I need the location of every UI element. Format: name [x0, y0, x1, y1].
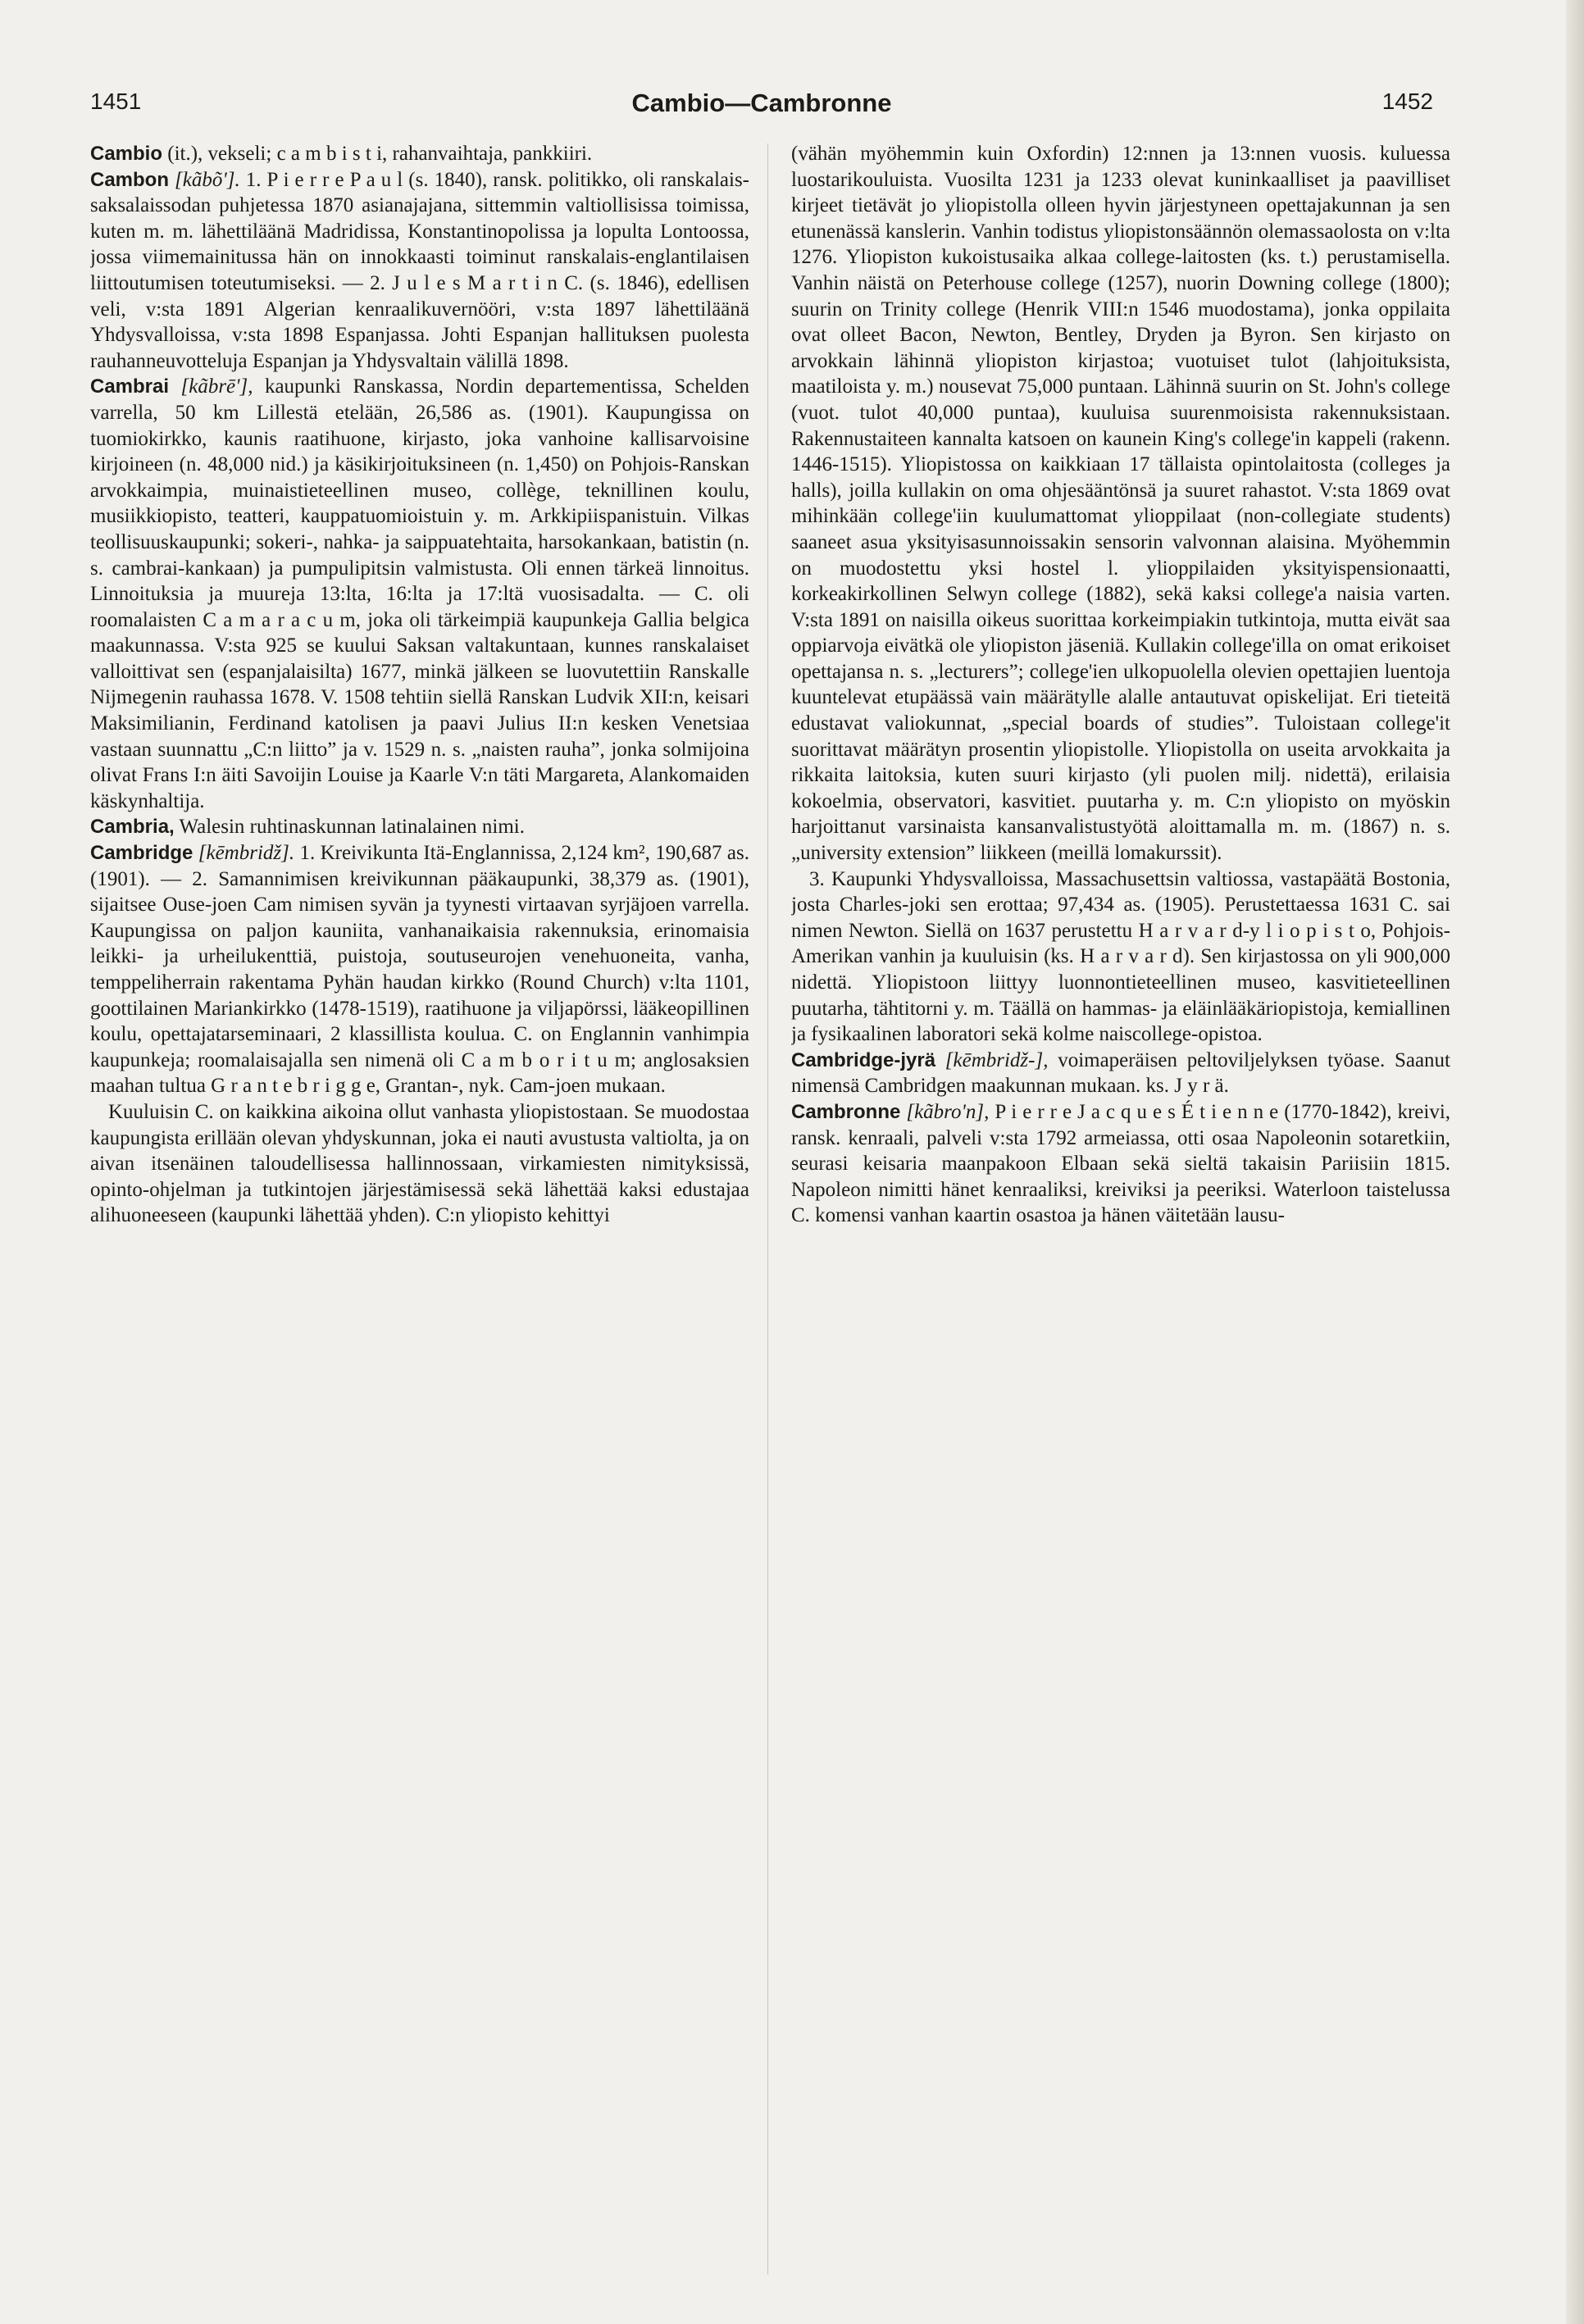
entry-text: 1. Kreivikunta Itä-Englannissa, 2,124 km², 190,687 as. (1901). — 2. Samannimisen kreivikunnan pääkaupunki, 38,379 as. (1901), sijaitsee Ouse-joen Cam nimisen syvän ja tyynesti virtaavan syrjäjoen varrella. Kaupungissa on paljon kauniita, vanhanaikaisia rakennuksia, erinomaisia leikki- ja urheilukenttiä, puistoja, soutuseurojen venehuoneita, vanha, temppeliherrain rakentama Pyhän haudan kirkko (Round Church) v:lta 1101, goottilainen Mariankirkko (1478-1519), raatihuone ja viljapörssi, lääkeopillinen koulu, opettajatarseminaari, 2 klassillista koulua. C. on Englannin vanhimpia kaupunkeja; roomalaisajalla sen nimenä oli C a m b o r i t u m; anglosaksien maahan tultua G r a n t e b r i g g e, Grantan-, nyk. Cam-joen mukaan.	[90, 842, 749, 1098]
entry-text: voimaperäisen peltoviljelyksen työase. Saanut nimensä Cambridgen maakunnan mukaan. ks. J y r ä.	[791, 1048, 1450, 1098]
page-header	[90, 89, 1433, 125]
entry-cambridge-jyra	[791, 1048, 1450, 1099]
entry-cambridge-university: Kuuluisin C. on kaikkina aikoina ollut vanhasta yliopistostaan. Se muodostaa kaupungista erillään olevan yhdyskunnan, joka ei nauti avustusta valtiolta, ja on aivan itsenäinen taloudellisessa hallinnossaan, virkamiesten nimityksissä, opinto-ohjelman ja tutkintojen järjestämisessä sekä lähettää kaksi edustajaa alihuoneeseen (kaupunki lähettää yhden). C:n yliopisto kehittyi	[90, 1100, 749, 1227]
headword: Cambridge	[90, 842, 193, 865]
left-column	[90, 141, 749, 2289]
headword: Cambrai	[90, 375, 170, 398]
running-head: Cambio—Cambronne	[631, 89, 892, 117]
entry-text: P i e r r e J a c q u e s É t i e n n e (1770-1842), kreivi, ransk. kenraali, palveli v:sta 1792 armeiassa, otti osaa Napoleonin sotaretkiin, seurasi keisaria maanpakoon Elbaan sekä sieltä takaisin Pariisiin 1815. Napoleon nimitti hänet kenraaliksi, kreiviksi ja peeriksi. Waterloon taistelussa C. komensi vanhan kaartin osastoa ja hänen väitetään lausu-	[791, 1100, 1450, 1227]
entry-text: 1. P i e r r e P a u l (s. 1840), ransk. politikko, oli ranskalais-saksalaissodan puhjetessa 1870 asianajajana, sittemmin valtiollisissa toimissa, kuten m. m. lähettiläänä Madridissa, Konstantinopolissa ja lopulta Lontoossa, jossa viimemainitussa hän on innokkaasti toiminut ranskalais-englantilaisen liittoutumisen toteutumiseksi. — 2. J u l e s M a r t i n C. (s. 1846), edellisen veli, v:sta 1891 Algerian kenraalikuvernööri, v:sta 1897 lähettiläänä Yhdysvalloissa, v:sta 1898 Espanjassa. Johti Espanjan hallituksen puolesta rauhanneuvotteluja Espanjan ja Yhdysvaltain välillä 1898.	[90, 168, 749, 372]
entry-cambridge-continued: (vähän myöhemmin kuin Oxfordin) 12:nnen ja 13:nnen vuosis. kuluessa luostarikouluista. Vuosilta 1231 ja 1233 olevat kuninkaalliset ja paavilliset kirjeet tietävät jo yliopistolla olleen hyvin järjestyneen opettajakunnan ja sen etunenässä kanslerin. Vanhin todistus yliopistonsäännön olemassaolosta on v:lta 1276. Yliopiston kukoistusaika alkaa college-laitosten (ks. t.) perustamisella. Vanhin näistä on Peterhouse college (1257), nuorin Downing college (1800); suurin on Trinity college (Henrik VIII:n 1546 muodostama), jonka oppilaita ovat olleet Bacon, Newton, Bentley, Dryden ja Byron. Sen kirjasto on arvokkain lähinnä yliopiston kirjastoa; vuotuiset tulot (lahjoituksista, maatiloista y. m.) nousevat 75,000 puntaan. Lähinnä suurin on St. John's college (vuot. tulot 40,000 puntaa), kuuluisa suurenmoisista rakennuksistaan. Rakennustaiteen kannalta katsoen on kaunein King's college'in kappeli (rakenn. 1446-1515). Yliopistossa on kaikkiaan 17 tällaista opintolaitosta (colleges ja halls), joilla kullakin on oma ohjesääntönsä ja suuret rahastot. V:sta 1869 ovat mihinkään college'iin kuulumattomat ylioppilaat (non-collegiate students) saaneet asua yksityisasunnoissakin sensorin valvonnan alaisina. Myöhemmin on muodostettu yksi hostel l. ylioppilaiden yksityispensionaatti, korkeakirkollinen Selwyn college (1882), sekä kaksi college'a naisia varten. V:sta 1891 on naisilla oikeus suorittaa korkeimpiakin tutkintoja, mutta eivät saa oppiarvoja eivätkä ole yliopiston jäseniä. Kullakin college'illa on omat erikoiset opettajansa n. s. „lecturers”; college'ien ulkopuolella olevien opettajien luentoja kuuntelevat etupäässä vain määrätylle alalle antautuvat opiskelijat. Eri tieteitä edustavat valiokunnat, „special boards of studies”. Tuloistaan college'it suorittavat määrätyn prosentin yliopistolle. Yliopistolla on useita arvokkaita ja rikkaita laitoksia, kuten suuri kirjasto (yli puolen milj. nidettä), erilaisia kokoelmia, observatori, kasvitiet. puutarha y. m. C:n yliopisto on myöskin harjoittanut varsinaista kansanvalistustyötä aloittamalla m. m. (1867) n. s. „university extension” liikkeen (meillä lomakurssit).	[791, 143, 1450, 865]
headword: Cambridge-jyrä	[791, 1048, 936, 1071]
pronunciation: [kãbõ'].	[169, 168, 240, 191]
column-divider	[767, 143, 768, 2275]
entry-cambria	[90, 814, 749, 840]
right-column	[791, 141, 1450, 2289]
page-number-right: 1452	[1381, 89, 1433, 114]
entry-text: (it.), vekseli; c a m b i s t i, rahanvaihtaja, pankkiiri.	[162, 143, 593, 165]
pronunciation: [kēmbridž].	[193, 842, 295, 865]
page-edge	[1566, 0, 1584, 2324]
entry-cambrai	[90, 374, 749, 814]
headword: Cambon	[90, 168, 169, 191]
entry-cambridge-usa: 3. Kaupunki Yhdysvalloissa, Massachusettsin valtiossa, vastapäätä Bostonia, josta Charles-joki sen erottaa; 97,434 as. (1905). Perustettaessa 1631 C. sai nimen Newton. Siellä on 1637 perustettu H a r v a r d-y l i o p i s t o, Pohjois-Amerikan vanhin ja kuuluisin (ks. H a r v a r d). Sen kirjastossa on yli 900,000 nidettä. Yliopistoon liittyy luonnontieteellinen museo, kasvitieteellinen puutarha, tähtitorni y. m. Täällä on hammas- ja eläinlääkäriopistoja, kemiallinen ja fysikaalinen laboratori sekä kolme naiscollege-opistoa.	[791, 867, 1450, 1046]
entry-cambridge	[90, 840, 749, 1099]
entry-text: kaupunki Ranskassa, Nordin departementissa, Schelden varrella, 50 km Lillestä etelään, 26,586 as. (1901). Kaupungissa on tuomiokirkko, kaunis raatihuone, kirjasto, joka vanhoine kallisarvoisine kirjoineen (n. 48,000 nid.) ja käsikirjoituksineen (n. 1,450) on Pohjois-Ranskan arvokkaimpia, muinaistieteellinen museo, collège, teknillinen koulu, musiikkiopisto, teatteri, kauppatuomioistuin y. m. Arkkipiispanistuin. Vilkas teollisuuskaupunki; sokeri-, nahka- ja saippuatehtaita, harsokankaan, batistin (n. s. cambrai-kankaan) ja pumpulipitsin valmistusta. Oli ennen tärkeä linnoitus. Linnoituksia ja muureja 13:lta, 16:lta ja 17:ltä vuosisadalta. — C. oli roomalaisten C a m a r a c u m, joka oli tärkeimpiä kaupunkeja Gallia belgica maakunnassa. V:sta 925 se kuului Saksan valtakuntaan, kunnes ranskalaiset valloittivat sen (espanjalaisilta) 1677, minkä jälkeen se luovutettiin Ranskalle Nijmegenin rauhassa 1678. V. 1508 tehtiin siellä Ranskan Ludvik XII:n, keisari Maksimilianin, Ferdinand katolisen ja paavi Julius II:n kesken Venetsiaa vastaan suunnattu „C:n liitto” ja v. 1529 n. s. „naisten rauha”, jonka solmijoina olivat Frans I:n äiti Savoijin Louise ja Kaarle V:n täti Margareta, Alankomaiden käskynhaltija.	[90, 375, 749, 812]
headword: Cambria,	[90, 816, 175, 839]
pronunciation: [kēmbridž-],	[935, 1048, 1049, 1071]
headword: Cambio	[90, 143, 163, 165]
pronunciation: [kãbrē'],	[169, 375, 253, 398]
entry-text: Walesin ruhtinaskunnan latinalainen nimi.	[174, 816, 525, 839]
page-number-left: 1451	[90, 89, 142, 114]
entry-cambon	[90, 167, 749, 375]
entry-cambronne	[791, 1099, 1450, 1229]
entry-cambio	[90, 141, 749, 167]
pronunciation: [kãbro'n],	[900, 1100, 990, 1123]
headword: Cambronne	[791, 1100, 901, 1123]
